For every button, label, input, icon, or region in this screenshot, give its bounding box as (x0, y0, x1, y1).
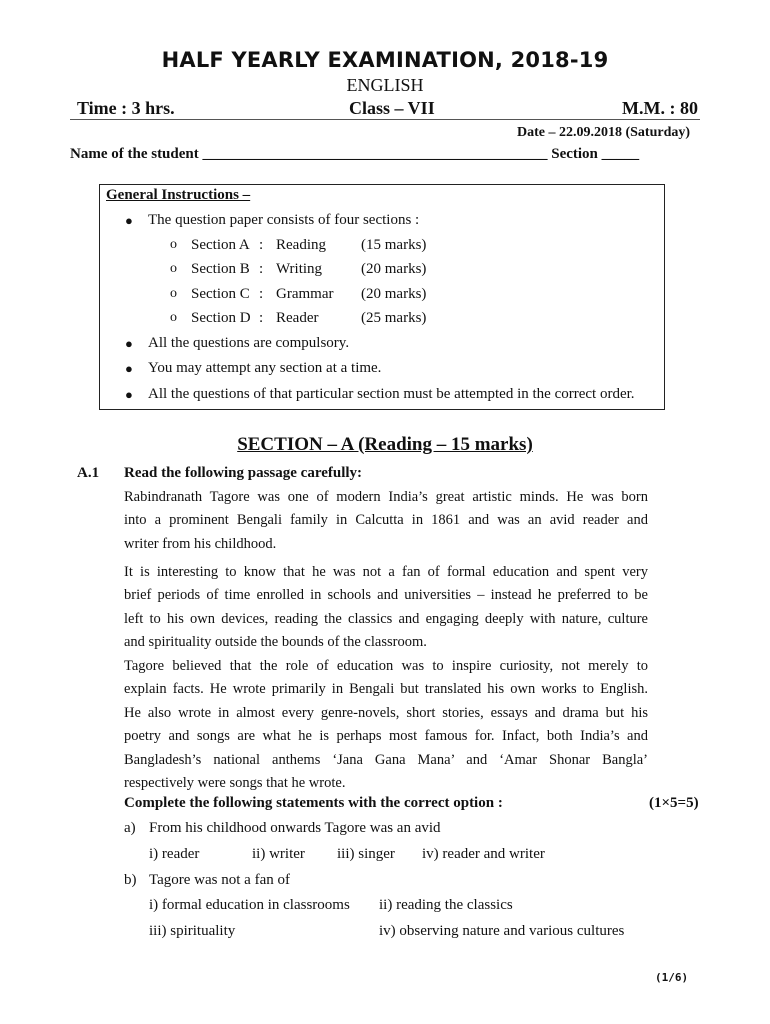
complete-marks: (1×5=5) (649, 795, 699, 811)
exam-title: HALF YEARLY EXAMINATION, 2018-19 (161, 48, 609, 72)
section-marks: (20 marks) (361, 286, 427, 302)
passage-line: It is interesting to know that he was not a fan of formal education and spent very (124, 564, 648, 580)
instruction-item: You may attempt any section at a time. (148, 360, 382, 376)
option: iii) singer (337, 846, 395, 862)
option: iv) reader and writer (422, 846, 545, 862)
section-name: Section C (191, 286, 250, 302)
exam-date: Date – 22.09.2018 (Saturday) (517, 125, 691, 140)
max-marks: M.M. : 80 (622, 98, 698, 118)
passage-line: explain facts. He wrote primarily in Bengali but translated his own works to English. (124, 681, 648, 698)
section-separator: : (259, 261, 264, 277)
option: iii) spirituality (149, 923, 236, 939)
passage-line: into a prominent Bengali family in Calcutta in 1861 and was an avid reader and (124, 512, 648, 529)
passage-paragraph (124, 486, 648, 556)
question-number: A.1 (77, 465, 100, 481)
header-divider (70, 119, 700, 120)
instructions-heading: General Instructions – (106, 187, 251, 203)
section-separator: : (259, 237, 264, 253)
circle-bullet-icon: o (170, 310, 177, 325)
subject-name: ENGLISH (346, 75, 424, 95)
section-marks: (20 marks) (361, 261, 427, 277)
circle-bullet-icon: o (170, 261, 177, 276)
section-name: Section D (191, 310, 251, 326)
question-label: a) (124, 820, 136, 836)
section-marks: (15 marks) (361, 237, 427, 253)
page-number: (1/6) (655, 971, 689, 984)
section-topic: Writing (276, 261, 323, 277)
question-label: b) (124, 872, 137, 888)
passage-line: writer from his childhood. (124, 535, 277, 552)
passage-line: Tagore believed that the role of education was to inspire curiosity, not merely to (124, 658, 648, 674)
section-name: Section B (191, 261, 250, 277)
bullet-icon: ● (125, 213, 133, 228)
question-text: From his childhood onwards Tagore was an avid (149, 820, 441, 836)
passage-line: Bangladesh’s national anthems ‘Jana Gana Mana’ and ‘Amar Shonar Bangla’ (124, 751, 648, 768)
instruction-item: All the questions are compulsory. (148, 335, 350, 351)
section-separator: : (259, 310, 264, 326)
section-topic: Grammar (276, 286, 334, 302)
section-topic: Reading (276, 237, 326, 253)
section-name: Section A (191, 237, 250, 253)
passage-line: brief periods of time enrolled in schools and universities – instead he preferred to be (124, 587, 648, 604)
section-topic: Reader (276, 310, 319, 326)
passage-line: He also wrote in almost every genre-novels, short stories, essays and drama but his (124, 704, 648, 721)
bullet-icon: ● (125, 336, 133, 351)
section-a-heading: SECTION – A (Reading – 15 marks) (237, 434, 533, 455)
passage-line: respectively were songs that he wrote. (124, 774, 346, 791)
passage-paragraph (124, 561, 648, 655)
option: ii) writer (252, 846, 305, 862)
bullet-icon: ● (125, 387, 133, 402)
circle-bullet-icon: o (170, 286, 177, 301)
passage-line: poetry and songs are what he is perhaps most famous for. Infact, both India’s and (124, 728, 648, 745)
bullet-icon: ● (125, 361, 133, 376)
class-label: Class – VII (349, 98, 435, 118)
passage-line: left to his own devices, reading the classics and engaging deeply with nature, culture (124, 610, 648, 627)
student-name-line: Name of the student ______________________________________________ Section _____ (70, 146, 640, 162)
option: i) reader (149, 846, 200, 862)
section-separator: : (259, 286, 264, 302)
option: ii) reading the classics (379, 897, 513, 913)
question-title: Read the following passage carefully: (124, 465, 363, 481)
time-allowed: Time : 3 hrs. (77, 98, 175, 118)
circle-bullet-icon: o (170, 237, 177, 252)
passage-paragraph (124, 655, 648, 795)
passage-line: Rabindranath Tagore was one of modern India’s great artistic minds. He was born (124, 489, 648, 505)
section-marks: (25 marks) (361, 310, 427, 326)
passage-line: and spirituality outside the bounds of the classroom. (124, 634, 427, 651)
instruction-intro: The question paper consists of four sections : (148, 212, 420, 228)
complete-instruction: Complete the following statements with the correct option : (124, 795, 503, 811)
instruction-item: All the questions of that particular section must be attempted in the correct order. (148, 386, 635, 402)
question-text: Tagore was not a fan of (149, 872, 290, 888)
option: i) formal education in classrooms (149, 897, 350, 913)
option: iv) observing nature and various cultures (379, 923, 625, 939)
